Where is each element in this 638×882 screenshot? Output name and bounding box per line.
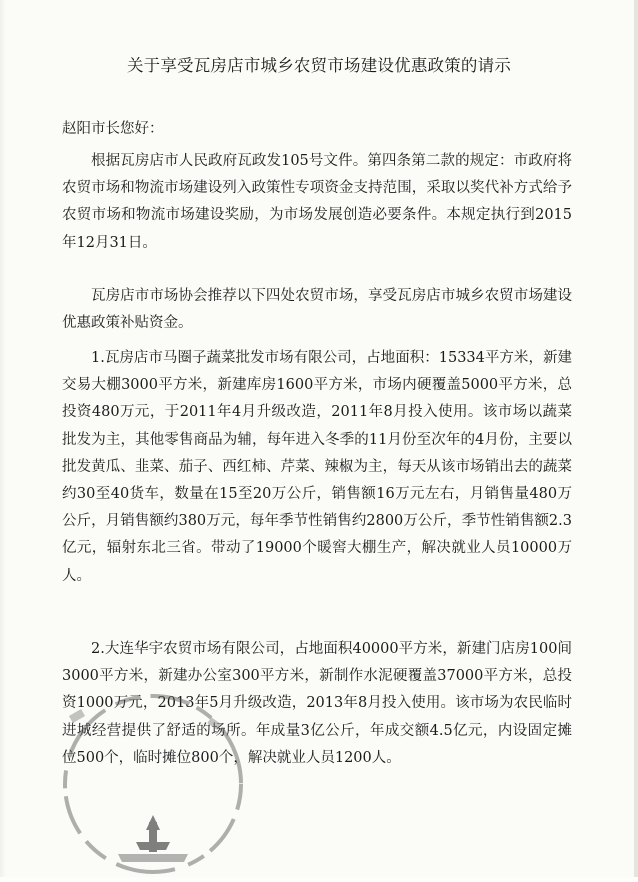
salutation: 赵阳市长您好： bbox=[62, 121, 164, 137]
paragraph-market-2: 2.大连华宇农贸市场有限公司，占地面积40000平方米，新建门店房100间3000平方米，新建办公室300平方米，新制作水泥硬覆盖37000平方米，总投资1000万元，2013年5月升级改造，2013年8月投入使用。该市场为农民临时进城经营提供了舒适的场所。年成量3亿公斤，年成交额4.5亿元，内设固定摊位500个，临时摊位800个，解决就业人员1200人。 bbox=[62, 641, 572, 766]
paragraph-recommendation: 瓦房店市市场协会推荐以下四处农贸市场，享受瓦房店市城乡农贸市场建设优惠政策补贴资金。 bbox=[62, 288, 572, 332]
paragraph-market-1: 1.瓦房店市马圈子蔬菜批发市场有限公司，占地面积：15334平方米，新建交易大棚3000平方米，新建库房1600平方米，市场内硬覆盖5000平方米，总投资480万元，于2011年4月升级改造，2011年8月投入使用。该市场以蔬菜批发为主，其他零售商品为辅，每年进入冬季的11月份至次年的4月份，主要以批发黄瓜、韭菜、茄子、西红柿、芹菜、辣椒为主，每天从该市场销出去的蔬菜约30至40货车，数量在15至20万公斤，销售额16万元左右，月销售量480万公斤，月销售额约380万元，每年季节性销售约2800万公斤，季节性销售额2.3亿元，辐射东北三省。带动了19000个暖窖大棚生产，解决就业人员10000万人。 bbox=[62, 350, 572, 584]
paragraph-policy-basis: 根据瓦房店市人民政府瓦政发105号文件。第四条第二款的规定：市政府将农贸市场和物流市场建设列入政策性专项资金支持范围，采取以奖代补方式给予农贸市场和物流市场建设奖励，为市场发展创造必要条件。本规定执行到2015年12月31日。 bbox=[62, 153, 572, 251]
page-edge bbox=[634, 0, 638, 877]
document-title: 关于享受瓦房店市城乡农贸市场建设优惠政策的请示 bbox=[126, 56, 512, 75]
star-icon bbox=[146, 815, 160, 830]
